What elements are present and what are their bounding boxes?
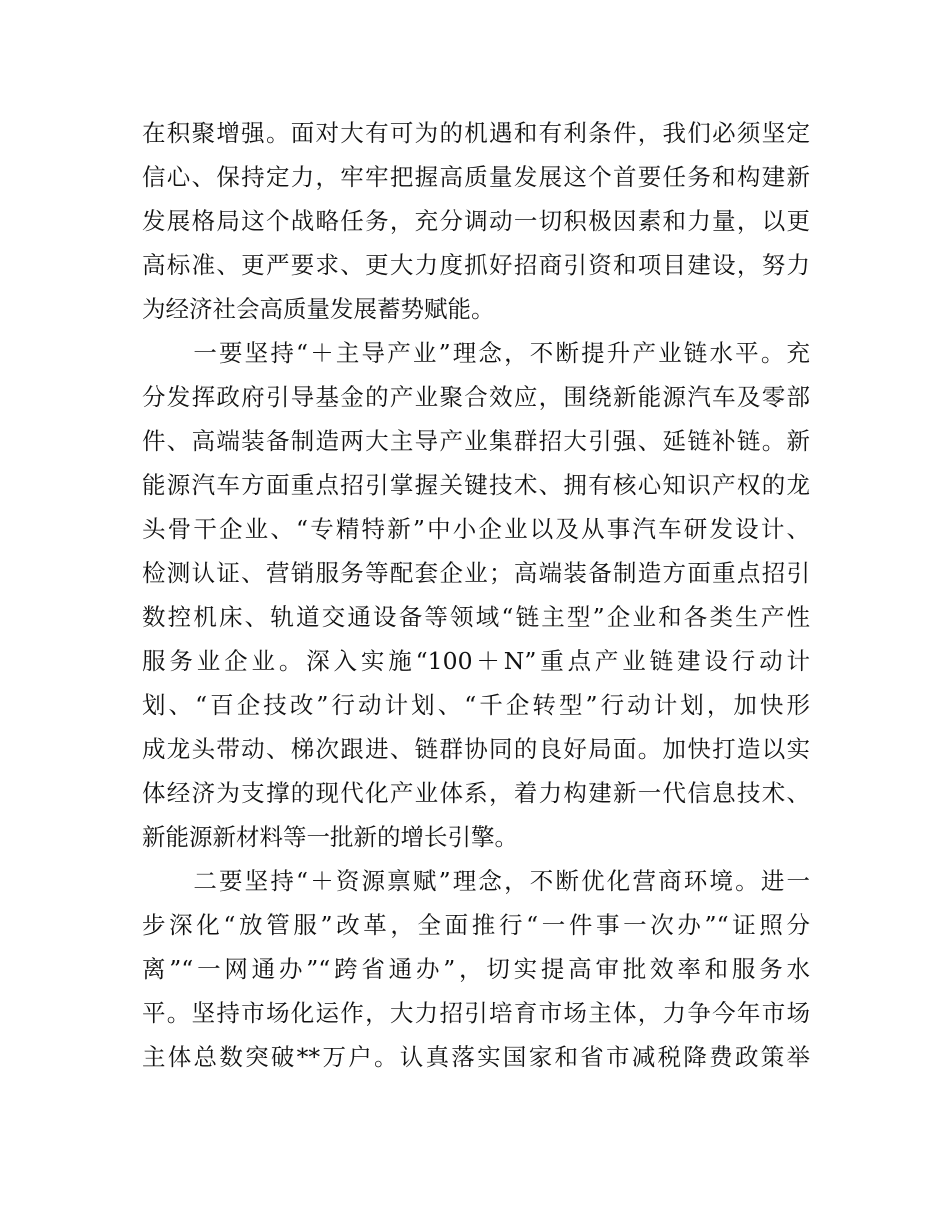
text-line: 划、“百企技改”行动计划、“千企转型”行动计划，加快形 [142,691,810,719]
paragraph-1 [142,111,810,331]
paragraph-2 [142,331,810,859]
text-line: 高标准、更严要求、更大力度抓好招商引资和项目建设，努力 [142,251,810,279]
text-line: 新能源新材料等一批新的增长引擎。 [142,823,518,851]
text-line: 发展格局这个战略任务，充分调动一切积极因素和力量，以更 [142,207,810,235]
text-line: 在积聚增强。面对大有可为的机遇和有利条件，我们必须坚定 [142,119,810,147]
text-line: 服务业企业。深入实施“100＋N”重点产业链建设行动计 [142,647,810,675]
text-line: 检测认证、营销服务等配套企业；高端装备制造方面重点招引 [142,559,810,587]
text-line: 离”“一网通办”“跨省通办”，切实提高审批效率和服务水 [142,955,810,983]
paragraph-3 [142,859,810,1079]
text-line: 体经济为支撑的现代化产业体系，着力构建新一代信息技术、 [142,779,810,807]
text-line: 件、高端装备制造两大主导产业集群招大引强、延链补链。新 [142,427,810,455]
text-line: 数控机床、轨道交通设备等领域“链主型”企业和各类生产性 [142,603,810,631]
text-line: 一要坚持“＋主导产业”理念，不断提升产业链水平。充 [142,339,810,367]
text-line: 主体总数突破**万户。认真落实国家和省市减税降费政策举 [142,1043,810,1071]
document-body [142,111,810,1079]
text-line: 为经济社会高质量发展蓄势赋能。 [142,295,495,323]
text-line: 头骨干企业、“专精特新”中小企业以及从事汽车研发设计、 [142,515,810,543]
text-line: 二要坚持“＋资源禀赋”理念，不断优化营商环境。进一 [142,867,810,895]
text-line: 能源汽车方面重点招引掌握关键技术、拥有核心知识产权的龙 [142,471,810,499]
text-line: 平。坚持市场化运作，大力招引培育市场主体，力争今年市场 [142,999,810,1027]
text-line: 步深化“放管服”改革，全面推行“一件事一次办”“证照分 [142,911,810,939]
text-line: 信心、保持定力，牢牢把握高质量发展这个首要任务和构建新 [142,163,810,191]
text-line: 分发挥政府引导基金的产业聚合效应，围绕新能源汽车及零部 [142,383,810,411]
text-line: 成龙头带动、梯次跟进、链群协同的良好局面。加快打造以实 [142,735,810,763]
